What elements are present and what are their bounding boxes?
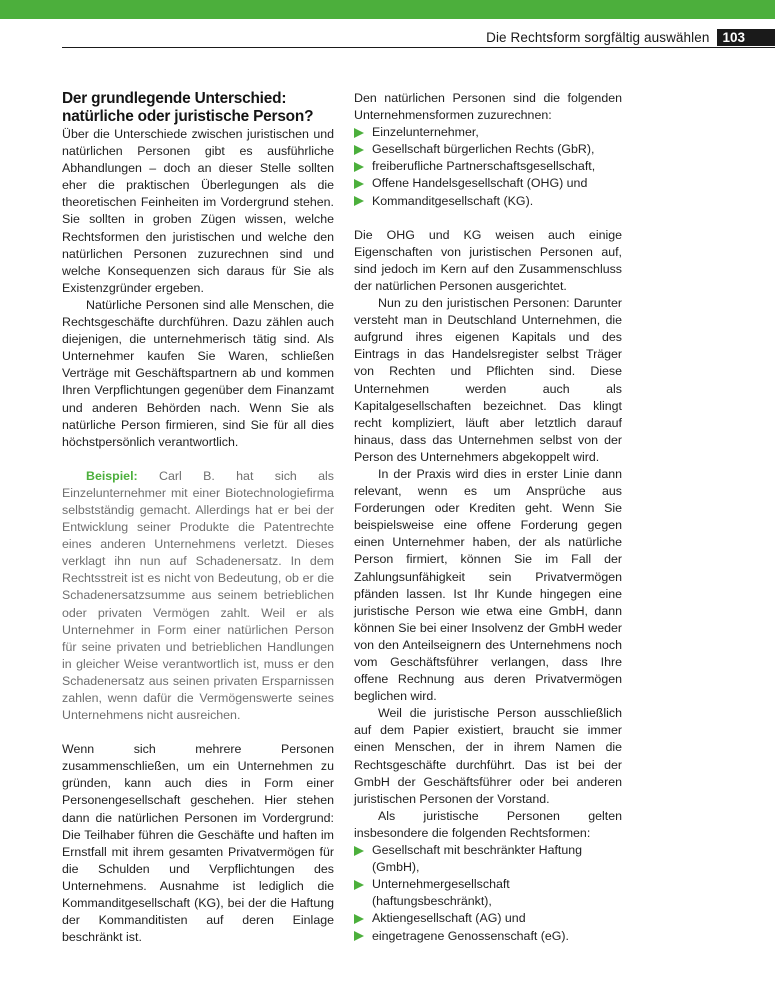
right-column xyxy=(354,90,622,945)
bullet-triangle-icon xyxy=(354,196,364,206)
example-box xyxy=(62,468,334,724)
list-item: eingetragene Genossenschaft (eG). xyxy=(354,928,622,945)
bullet-triangle-icon xyxy=(354,880,364,890)
header-rule xyxy=(62,47,775,48)
running-header xyxy=(486,29,775,46)
bullet-triangle-icon xyxy=(354,162,364,172)
bullet-triangle-icon xyxy=(354,145,364,155)
heading-line-2: natürliche oder juristische Person? xyxy=(62,108,314,125)
paragraph: In der Praxis wird dies in erster Linie dann relevant, wenn es um Ansprüche aus Forderungen oder Krediten geht. Wenn Sie beispielsweise eine offene Forderung gegen einen Unternehmer haben, der als natürliche Person firmiert, können Sie im Fall der Zahlungsunfähigkeit sein Privatvermögen pfänden lassen. Ist Ihr Kunde hingegen eine juristische Person wie etwa eine GmbH, dann können Sie bei einer Insolvenz der GmbH weder von den Anteilseignern des Unternehmens noch vom Geschäftsführer verlangen, dass Ihre offene Rechnung aus deren Privatvermögen beglichen wird. xyxy=(354,466,622,704)
bullet-triangle-icon xyxy=(354,914,364,924)
list-item: Aktiengesellschaft (AG) und xyxy=(354,910,622,927)
bullet-triangle-icon xyxy=(354,846,364,856)
heading-line-1: Der grundlegende Unterschied: xyxy=(62,90,287,107)
bullet-triangle-icon xyxy=(354,128,364,138)
paragraph: Als juristische Personen gelten insbesondere die folgenden Rechtsformen: xyxy=(354,808,622,840)
paragraph: Weil die juristische Person ausschließlich auf dem Papier existiert, braucht sie immer einen Menschen, der in ihrem Namen die Rechtsgeschäfte durchführt. Das ist bei der GmbH der Geschäftsführer oder bei anderen juristischen Personen der Vorstand. xyxy=(354,706,622,806)
running-title: Die Rechtsform sorgfältig auswählen xyxy=(486,30,710,45)
paragraph: Die OHG und KG weisen auch einige Eigenschaften von juristischen Personen auf, sind jedoch im Kern auf den Zusammenschluss der natürlichen Personen ausgerichtet. xyxy=(354,227,622,293)
natural-person-forms-list xyxy=(354,124,622,209)
bullet-triangle-icon xyxy=(354,931,364,941)
list-item: Offene Handelsgesellschaft (OHG) und xyxy=(354,175,622,192)
list-item: Gesellschaft bürgerlichen Rechts (GbR), xyxy=(354,141,622,158)
paragraph: Den natürlichen Personen sind die folgenden Unternehmensformen zuzurechnen: xyxy=(354,91,622,123)
section-heading xyxy=(62,90,334,126)
list-item: Unternehmergesellschaft (haftungsbeschränkt), xyxy=(354,876,622,910)
list-item: freiberufliche Partnerschaftsgesellschaft, xyxy=(354,158,622,175)
page-number: 103 xyxy=(717,29,775,46)
paragraph: Nun zu den juristischen Personen: Darunter versteht man in Deutschland Unternehmen, die aufgrund ihres eigenen Kapitals und des Eintrags in das Handelsregister selbst Träger von Rechten und Pflichten sind. Diese Unternehmen werden auch als Kapitalgesellschaften bezeichnet. Das klingt recht kompliziert, läuft aber letztlich darauf hinaus, dass das Unternehmen selbst von der Person des Unternehmers abgekoppelt wird. xyxy=(354,296,622,464)
top-accent-bar xyxy=(0,0,775,19)
paragraph: Natürliche Personen sind alle Menschen, die Rechtsgeschäfte durchführen. Dazu zählen auch diejenigen, die unternehmerisch tätig sind. Als Unternehmer kaufen Sie Waren, schließen Verträge mit Geschäftspartnern ab und kommen Ihren Verpflichtungen gegenüber dem Finanzamt und anderen Behörden nach. Wenn Sie als natürliche Person firmieren, sind Sie für all dies höchstpersönlich verantwortlich. xyxy=(62,297,334,449)
example-label: Beispiel: xyxy=(86,468,138,483)
paragraph: Über die Unterschiede zwischen juristischen und natürlichen Personen gibt es ausführliche Abhandlungen – doch an dieser Stelle sollten eher die praktischen Überlegungen als die theoretischen Feinheiten im Vordergrund stehen. Sie sollten in groben Zügen wissen, welche Rechtsformen den juristischen und welche den natürlichen Personen zuzurechnen sind und welche Konsequenzen sich daraus für Sie als Existenzgründer ergeben. xyxy=(62,127,334,295)
paragraph: Wenn sich mehrere Personen zusammenschließen, um ein Unternehmen zu gründen, kann auch dies in Form einer Personengesellschaft geschehen. Hier stehen dann die natürlichen Personen im Vordergrund: Die Teilhaber führen die Geschäfte und haften im Ernstfall mit ihrem gesamten Privatvermögen für die Schulden und Verpflichtungen des Unternehmens. Ausnahme ist lediglich die Kommanditgesellschaft (KG), bei der die Haftung der Kommanditisten auf deren Einlage beschränkt ist. xyxy=(62,742,334,945)
legal-person-forms-list xyxy=(354,842,622,945)
left-column xyxy=(62,90,334,946)
list-item: Einzelunternehmer, xyxy=(354,124,622,141)
list-item: Kommanditgesellschaft (KG). xyxy=(354,193,622,210)
list-item: Gesellschaft mit beschränkter Haftung (GmbH), xyxy=(354,842,622,876)
example-text: Carl B. hat sich als Einzelunternehmer mit einer Biotechnologiefirma selbstständig gemacht. Allerdings hat er bei der Entwicklung seiner Produkte die Patentrechte eines anderen Unternehmens verletzt. Dieses verklagt ihn nun auf Schadenersatz. In dem Rechtsstreit ist es nicht von Bedeutung, ob er die Schadenersatzsumme aus seinem betrieblichen oder privaten Vermögen zahlt. Weil er als Unternehmer in Form einer natürlichen Person für seine privaten und betrieblichen Handlungen in gleicher Weise verantwortlich ist, muss er den Schadenersatz aus seinen privaten Ersparnissen zahlen, wenn dafür die Vermögenswerte seines Unternehmens nicht ausreichen. xyxy=(62,468,334,723)
bullet-triangle-icon xyxy=(354,179,364,189)
